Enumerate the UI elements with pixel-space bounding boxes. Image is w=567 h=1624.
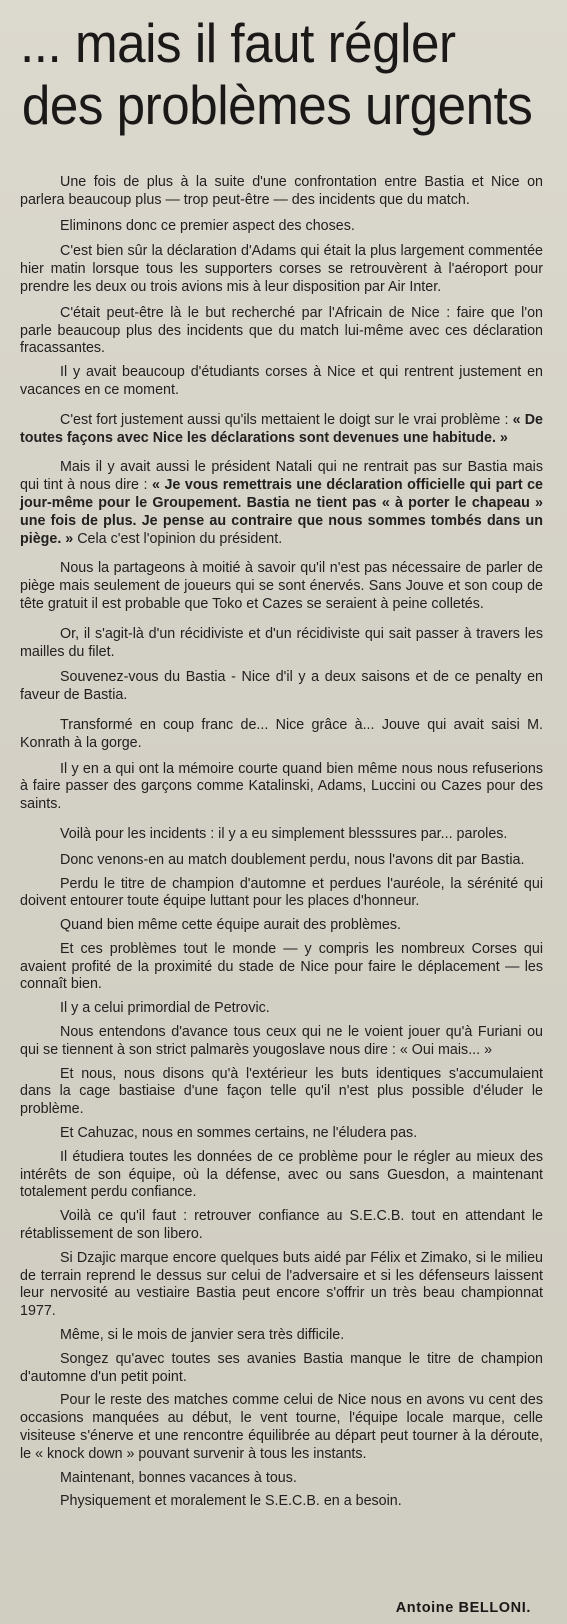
paragraph: Pour le reste des matches comme celui de Nice nous en avons vu cent des occasions manquées au début, le vent tourne, l'équipe locale marque, celle visiteuse s'énerve et une rencontre équilibrée au départ peut tourner à la déroute, le « knock down » pouvant survenir à tous les instants.	[20, 1392, 543, 1462]
paragraph: Et Cahuzac, nous en sommes certains, ne l'éludera pas.	[60, 1125, 418, 1142]
paragraph: Donc venons-en au match doublement perdu, nous l'avons dit par Bastia.	[60, 851, 525, 868]
paragraph: Si Dzajic marque encore quelques buts aidé par Félix et Zimako, si le milieu de terrain reprend le dessus sur celui de l'adversaire et si les défenseurs laissent leur nervosité au vestiaire Bastia peut encore s'offrir un très beau championnat 1977.	[20, 1249, 543, 1320]
paragraph: Il y a celui primordial de Petrovic.	[60, 1000, 270, 1017]
paragraph: Nous la partageons à moitié à savoir qu'il n'est pas nécessaire de parler de piège mais seulement de joueurs qui se sont énervés. Sans Jouve et son coup de tête gratuit il est probable que Toko et Cazes se seraient à peine colletés.	[20, 560, 543, 612]
paragraph	[20, 412, 543, 448]
paragraph	[20, 459, 543, 548]
paragraph: Voilà ce qu'il faut : retrouver confiance au S.E.C.B. tout en attendant le rétablissement de son libero.	[20, 1208, 543, 1243]
article-body	[20, 174, 547, 1511]
paragraph: Nous entendons d'avance tous ceux qui ne le voient jouer qu'à Furiani ou qui se tiennent à son strict palmarès yougoslave nous dire : « Oui mais... »	[20, 1024, 543, 1058]
paragraph: Il y en a qui ont la mémoire courte quand bien même nous nous refuserions à faire passer des garçons comme Katalinski, Adams, Luccini ou Cazes pour des saints.	[20, 760, 543, 813]
paragraph: Et ces problèmes tout le monde — y compris les nombreux Corses qui avaient profité de la proximité du stade de Nice pour faire le déplacement — les connaît bien.	[20, 940, 543, 993]
paragraph: C'est bien sûr la déclaration d'Adams qui était la plus largement commentée hier matin lorsque tous les supporters corses se retrouvèrent à l'aéroport pour prendre les deux ou trois avions mis à leur disposition par Air Inter.	[20, 243, 543, 295]
paragraph-text: Cela c'est l'opinion du président.	[77, 530, 283, 547]
quote-bold: « Je vous remettrais une déclaration officielle qui part ce jour-même pour le Groupement. Bastia ne tient pas « à porter le chapeau » une fois de plus. Je pense au contraire que nous sommes tombés dans un piège. »	[20, 477, 543, 547]
paragraph: C'était peut-être là le but recherché par l'Africain de Nice : faire que l'on parle beaucoup plus des incidents que du match lui-même avec ces déclaration fracassantes.	[20, 304, 543, 357]
paragraph: Songez qu'avec toutes ses avanies Bastia manque le titre de champion d'automne d'un petit point.	[20, 1350, 543, 1385]
headline-line-1: ... mais il faut régler	[20, 12, 456, 74]
paragraph: Maintenant, bonnes vacances à tous.	[60, 1469, 297, 1486]
headline-line-2: des problèmes urgents	[21, 74, 533, 136]
paragraph: Transformé en coup franc de... Nice grâce à... Jouve qui avait saisi M. Konrath à la gorge.	[20, 716, 543, 751]
paragraph-text: Mais il y avait aussi le président Natali qui ne rentrait pas sur Bastia mais qui tint à nous dire :	[20, 459, 543, 494]
headline	[20, 12, 547, 136]
paragraph: Il y avait beaucoup d'étudiants corses à Nice et qui rentrent justement en vacances en ce moment.	[20, 364, 543, 398]
paragraph: Physiquement et moralement le S.E.C.B. en a besoin.	[60, 1493, 402, 1510]
paragraph: Il étudiera toutes les données de ce problème pour le régler au mieux des intérêts de son équipe, où la défense, avec ou sans Guesdon, a maintenant totalement perdu confiance.	[20, 1148, 543, 1201]
paragraph: Même, si le mois de janvier sera très difficile.	[60, 1327, 345, 1344]
paragraph: Or, il s'agit-là d'un récidiviste et d'un récidiviste qui sait passer à travers les mailles du filet.	[20, 625, 543, 660]
paragraph: Voilà pour les incidents : il y a eu simplement blesssures par... paroles.	[60, 825, 508, 842]
paragraph: Eliminons donc ce premier aspect des choses.	[60, 217, 355, 234]
author-signature: Antoine BELLONI.	[395, 1600, 531, 1616]
paragraph: Souvenez-vous du Bastia - Nice d'il y a deux saisons et de ce penalty en faveur de Bastia.	[20, 669, 543, 704]
quote-bold: « De toutes façons avec Nice les déclarations sont devenues une habitude. »	[20, 411, 543, 446]
paragraph: Une fois de plus à la suite d'une confrontation entre Bastia et Nice on parlera beaucoup plus — trop peut-être — des incidents que du match.	[20, 174, 543, 208]
paragraph: Perdu le titre de champion d'automne et perdues l'auréole, la sérénité qui doivent entourer toute équipe luttant pour les places d'honneur.	[20, 875, 543, 910]
paragraph: Et nous, nous disons qu'à l'extérieur les buts identiques s'accumulaient dans la cage bastiaise d'une façon telle qu'il n'est plus possible d'éluder le problème.	[20, 1065, 543, 1118]
paragraph-text: C'est fort justement aussi qu'ils mettaient le doigt sur le vrai problème :	[60, 411, 509, 428]
paragraph: Quand bien même cette équipe aurait des problèmes.	[60, 917, 401, 934]
